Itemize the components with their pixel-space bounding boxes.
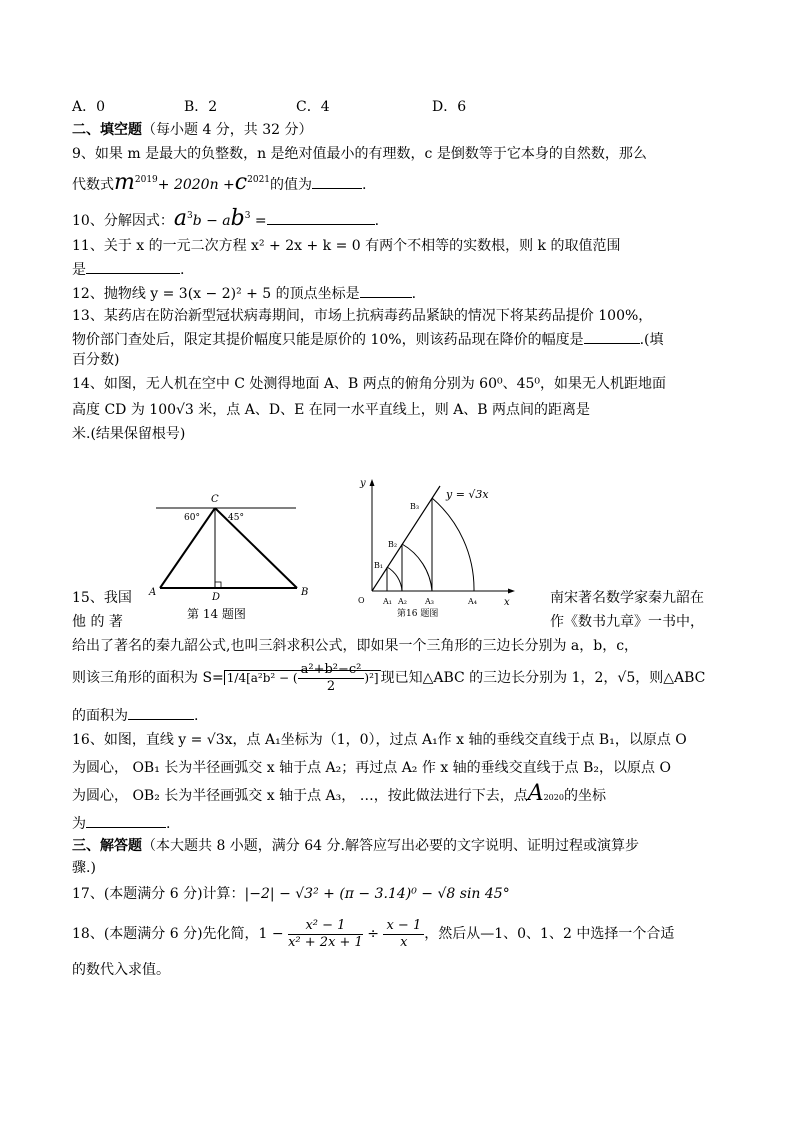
section-2-title: 二、填空题 — [72, 122, 142, 138]
section-2-header — [72, 120, 313, 140]
q13-answer-blank[interactable] — [584, 328, 640, 344]
q16-line4: 为 . — [72, 812, 170, 834]
fig16-label-b1: B₁ — [374, 561, 384, 570]
fig16-label-y: y — [360, 478, 366, 489]
section-3-note: （本大题共 8 小题，满分 64 分.解答应写出必要的文字说明、证明过程或演算步 — [142, 838, 639, 854]
fig14-label-45: 45° — [228, 513, 244, 523]
q13-line1: 13、某药店在防治新型冠状病毒期间，市场上抗病毒药品紧缺的情况下将某药品提价 100%， — [72, 308, 653, 324]
q14-line3: 米.(结果保留根号) — [72, 426, 186, 442]
q15-line3: 给出了著名的秦九韶公式,也叫三斜求积公式，即如果一个三角形的三边长分别为 a，b，c， — [72, 638, 639, 654]
q14-line2: 高度 CD 为 100√3 米，点 A、D、E 在同一水平直线上，则 A、B 两点间的距离是 — [72, 402, 591, 418]
option-d: D．6 — [432, 99, 467, 115]
fig14-label-b: B — [301, 587, 309, 598]
q15-line1-right: 南宋著名数学家秦九韶在 — [550, 590, 704, 606]
q15-answer-blank[interactable] — [128, 704, 194, 720]
fig14-label-c: C — [211, 494, 219, 505]
q18-fraction-1: $\frac{\text{x² − 1}}{\text{x² + 2x + 1}}$ — [288, 917, 363, 950]
fig16-label-o: O — [358, 596, 365, 605]
q18-line1: 18、(本题满分 6 分)先化简，1 − $\frac{\text{x² − 1}}{\text{x² + 2x + 1}}$ ÷ $\frac{x - 1}{x}$ ，然后从—1、0、1、2 中选择一个合适 — [72, 917, 675, 950]
section-3-title: 三、解答题 — [72, 838, 142, 854]
q9-line1: 9、如果 m 是最大的负整数，n 是绝对值最小的有理数，c 是倒数等于它本身的自然数，那么 — [72, 146, 647, 162]
fig16-label-a2: A₂ — [398, 597, 407, 606]
q11-line1: 11、关于 x 的一元二次方程 x² + 2x + k = 0 有两个不相等的实数根，则 k 的取值范围 — [72, 238, 621, 254]
figure-16 — [350, 476, 520, 626]
q15-line4: 则该三角形的面积为 S= 1/4[a²b² − ( $\frac{\text{a²+b²−c²}}{2}$ )²] 现已知△ABC 的三边长分别为 1，2，√5，则△ABC — [72, 662, 706, 694]
q16-line1: 16、如图，直线 y = √3x，点 A₁坐标为（1，0），过点 A₁作 x 轴的垂线交直线于点 B₁，以原点 O — [72, 732, 687, 748]
fig16-caption: 第16 题图 — [397, 609, 439, 619]
fig14-label-d: D — [212, 592, 221, 603]
q14-line1: 14、如图，无人机在空中 C 处测得地面 A、B 两点的俯角分别为 60⁰、45⁰，如果无人机距地面 — [72, 376, 667, 392]
q16-answer-blank[interactable] — [86, 812, 166, 828]
q15-line2: 他 的 著 — [72, 614, 123, 630]
fig16-label-b3: B₃ — [410, 502, 420, 511]
section-3-header — [72, 836, 639, 856]
fig16-label-line: y = √3x — [446, 488, 489, 501]
section-3-note2: 骤.) — [72, 860, 96, 876]
fig14-label-60: 60° — [184, 513, 200, 523]
fig16-arc-2 — [402, 544, 432, 591]
q12-line: 12、抛物线 y = 3(x − 2)² + 5 的顶点坐标是 . — [72, 282, 416, 304]
q13-line2: 物价部门查处后，限定其提价幅度只能是原价的 10%，则该药品现在降价的幅度是 .(填 — [72, 328, 664, 350]
q9-answer-blank[interactable] — [312, 173, 362, 189]
fig16-y-arrow — [370, 479, 375, 486]
fig16-arc-3 — [432, 498, 474, 591]
fig16-arc-1 — [387, 567, 402, 591]
option-c: C．4 — [296, 99, 330, 115]
q17-expression: |−2| − √3² + (π − 3.14)⁰ − √8 sin 45° — [244, 886, 510, 902]
option-a: A．0 — [72, 99, 106, 115]
q18-fraction-2: $\frac{x - 1}{x}$ — [383, 918, 424, 951]
fig16-label-a3: A₃ — [425, 597, 434, 606]
figure-14 — [140, 488, 320, 623]
fig16-x-arrow — [508, 589, 515, 594]
q10-line: 10、分解因式：$a^3b - ab^3$ = . — [72, 206, 380, 231]
q11-line2: 是 . — [72, 258, 184, 280]
fig16-label-a4: A₄ — [468, 597, 477, 606]
q15-line2-right: 作《数书九章》一书中， — [550, 614, 704, 630]
q17-line: 17、(本题满分 6 分)计算：|−2| − √3² + (π − 3.14)⁰ − √8 sin 45° — [72, 886, 510, 902]
fig16-label-b2: B₂ — [388, 540, 398, 549]
fig16-label-x: x — [504, 597, 510, 608]
q10-answer-blank[interactable] — [267, 209, 375, 225]
q15-line1: 15、我国 — [72, 590, 132, 606]
q9-line2: 代数式$m^{2019}+ 2020n +c^{2021}$的值为 . — [72, 170, 367, 195]
q11-answer-blank[interactable] — [86, 258, 180, 274]
q16-line2: 为圆心， OB₁ 长为半径画弧交 x 轴于点 A₂；再过点 A₂ 作 x 轴的垂线交直线于点 B₂，以原点 O — [72, 760, 671, 776]
option-b: B．2 — [184, 99, 218, 115]
fig16-line-sqrt3x — [372, 486, 440, 591]
q15-line5: 的面积为 . — [72, 704, 198, 726]
fig16-label-a1: A₁ — [383, 597, 392, 606]
q18-line2: 的数代入求值。 — [72, 962, 170, 978]
section-2-note: （每小题 4 分，共 32 分） — [142, 122, 313, 138]
q13-line3: 百分数) — [72, 352, 120, 368]
options-row — [72, 97, 466, 117]
qin-jiushao-formula: 1/4[a²b² − ( $\frac{\text{a²+b²−c²}}{2}$ )²] — [224, 670, 381, 685]
fig14-caption: 第 14 题图 — [187, 607, 246, 621]
fig14-label-a: A — [149, 587, 157, 598]
q16-line3: 为圆心， OB₂ 长为半径画弧交 x 轴于点 A₃， …，按此做法进行下去，点A2020的坐标 — [72, 781, 606, 806]
q12-answer-blank[interactable] — [360, 282, 412, 298]
